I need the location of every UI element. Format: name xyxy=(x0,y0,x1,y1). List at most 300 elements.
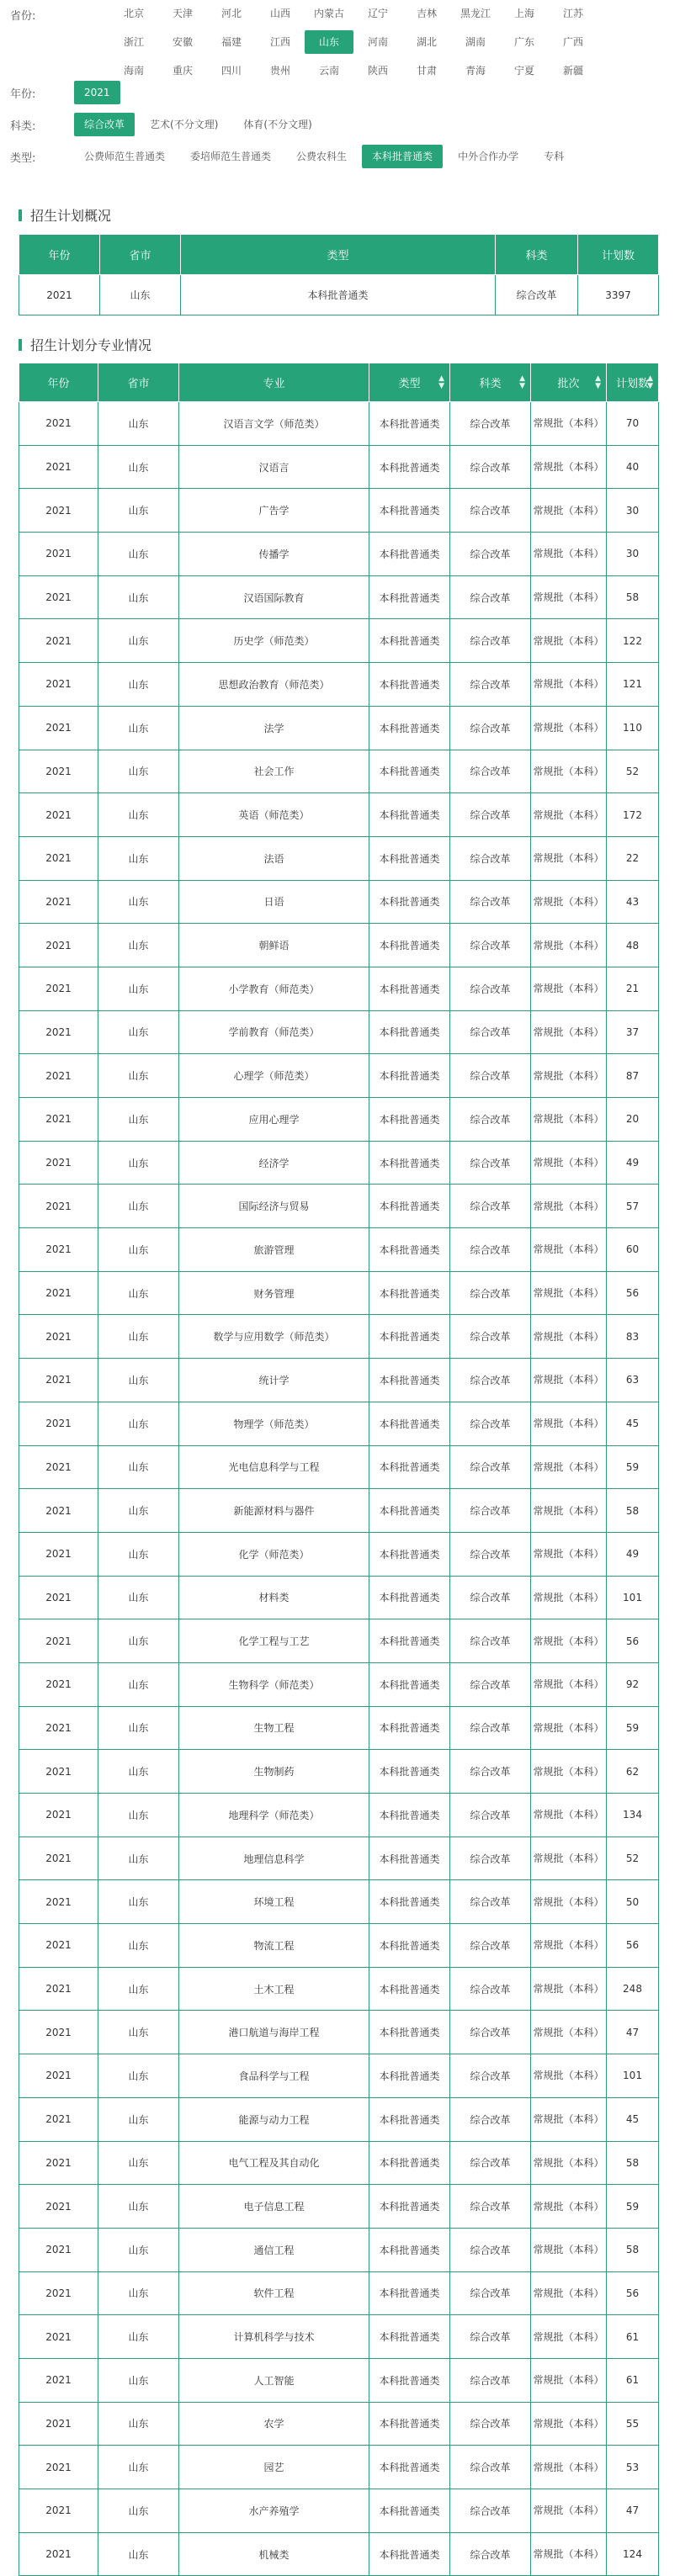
province-option[interactable]: 上海 xyxy=(513,8,534,19)
province-option[interactable]: 吉林 xyxy=(416,8,437,19)
province-cell: 山东 xyxy=(98,2141,179,2185)
detail-column-header: 年份 xyxy=(19,363,98,402)
type-option[interactable]: 本科批普通类 xyxy=(362,145,443,168)
major-cell: 物流工程 xyxy=(179,1924,369,1968)
type-cell: 本科批普通类 xyxy=(369,1489,450,1533)
province-cell: 山东 xyxy=(98,2271,179,2315)
major-cell: 应用心理学 xyxy=(179,1098,369,1142)
count-cell: 87 xyxy=(607,1054,659,1098)
type-cell: 本科批普通类 xyxy=(369,1794,450,1837)
table-row xyxy=(19,1794,659,1837)
detail-column-header: 专业 xyxy=(179,363,369,402)
overview-row xyxy=(19,275,659,315)
year-cell: 2021 xyxy=(19,967,98,1010)
year-cell: 2021 xyxy=(19,663,98,707)
province-cell: 山东 xyxy=(98,1794,179,1837)
count-cell: 124 xyxy=(607,2532,659,2576)
count-cell: 22 xyxy=(607,836,659,880)
batch-cell: 常规批（本科） xyxy=(531,489,607,533)
province-cell: 山东 xyxy=(98,836,179,880)
year-cell: 2021 xyxy=(19,1098,98,1142)
category-cell: 综合改革 xyxy=(450,1271,531,1315)
batch-cell: 常规批（本科） xyxy=(531,1445,607,1489)
category-cell: 综合改革 xyxy=(450,793,531,837)
count-cell: 101 xyxy=(607,2054,659,2098)
type-cell: 本科批普通类 xyxy=(369,2097,450,2141)
heading-marker xyxy=(19,339,22,351)
category-cell: 综合改革 xyxy=(450,489,531,533)
table-row xyxy=(19,1228,659,1272)
table-row xyxy=(19,1967,659,2011)
province-option[interactable]: 江苏 xyxy=(562,8,583,19)
type-cell: 本科批普通类 xyxy=(369,1315,450,1359)
type-cell: 本科批普通类 xyxy=(369,1750,450,1794)
province-cell: 山东 xyxy=(98,1662,179,1706)
type-cell: 本科批普通类 xyxy=(369,2402,450,2446)
province-cell: 山东 xyxy=(98,1750,179,1794)
province-cell: 山东 xyxy=(98,2011,179,2054)
category-cell: 综合改革 xyxy=(450,2228,531,2271)
type-cell: 本科批普通类 xyxy=(369,1706,450,1750)
province-cell: 山东 xyxy=(98,2228,179,2271)
table-row xyxy=(19,1315,659,1359)
category-cell: 综合改革 xyxy=(450,706,531,750)
province-cell: 山东 xyxy=(98,663,179,707)
batch-cell: 常规批（本科） xyxy=(531,445,607,489)
major-cell: 生物工程 xyxy=(179,1706,369,1750)
province-cell: 山东 xyxy=(98,2315,179,2359)
province-option[interactable]: 重庆 xyxy=(172,65,193,77)
major-cell: 土木工程 xyxy=(179,1967,369,2011)
table-row xyxy=(19,1445,659,1489)
category-cell: 综合改革 xyxy=(450,1315,531,1359)
type-option[interactable]: 专科 xyxy=(544,151,565,162)
province-option[interactable]: 河南 xyxy=(367,36,388,48)
batch-cell: 常规批（本科） xyxy=(531,1794,607,1837)
province-option[interactable]: 四川 xyxy=(220,65,242,77)
batch-cell: 常规批（本科） xyxy=(531,1924,607,1968)
sort-arrows-icon[interactable]: ▲ ▼ xyxy=(438,374,444,390)
overview-column-header: 类型 xyxy=(181,235,496,275)
major-cell: 数学与应用数学（师范类） xyxy=(179,1315,369,1359)
overview-column-header: 省市 xyxy=(100,235,181,275)
major-cell: 思想政治教育（师范类） xyxy=(179,663,369,707)
category-cell: 综合改革 xyxy=(450,1402,531,1445)
year-cell: 2021 xyxy=(19,750,98,793)
year-cell: 2021 xyxy=(19,2446,98,2489)
batch-cell: 常规批（本科） xyxy=(531,1359,607,1402)
major-cell: 生物制药 xyxy=(179,1750,369,1794)
count-cell: 40 xyxy=(607,445,659,489)
type-cell: 本科批普通类 xyxy=(369,2141,450,2185)
table-row xyxy=(19,2054,659,2098)
type-cell: 本科批普通类 xyxy=(369,2446,450,2489)
category-filter xyxy=(0,113,327,136)
batch-cell: 常规批（本科） xyxy=(531,402,607,446)
batch-cell: 常规批（本科） xyxy=(531,2271,607,2315)
province-option[interactable]: 北京 xyxy=(123,8,144,19)
type-cell: 本科批普通类 xyxy=(369,1445,450,1489)
year-cell: 2021 xyxy=(19,2532,98,2576)
province-cell: 山东 xyxy=(98,750,179,793)
province-cell: 山东 xyxy=(98,1315,179,1359)
overview-cell: 综合改革 xyxy=(496,275,578,315)
type-label: 类型: xyxy=(10,151,36,165)
category-option[interactable]: 艺术(不分文理) xyxy=(150,119,219,130)
major-cell: 朝鲜语 xyxy=(179,924,369,967)
table-row xyxy=(19,2315,659,2359)
detail-column-header[interactable]: 计划数 ▲ ▼ xyxy=(607,363,659,402)
batch-cell: 常规批（本科） xyxy=(531,793,607,837)
type-cell: 本科批普通类 xyxy=(369,1402,450,1445)
year-cell: 2021 xyxy=(19,2358,98,2402)
count-cell: 134 xyxy=(607,1794,659,1837)
category-cell: 综合改革 xyxy=(450,2054,531,2098)
province-option[interactable]: 山西 xyxy=(269,8,290,19)
province-option[interactable]: 广西 xyxy=(562,36,583,48)
batch-cell: 常规批（本科） xyxy=(531,2097,607,2141)
batch-cell: 常规批（本科） xyxy=(531,2228,607,2271)
year-cell: 2021 xyxy=(19,1662,98,1706)
major-cell: 水产养殖学 xyxy=(179,2489,369,2533)
year-option[interactable]: 2021 xyxy=(74,81,120,104)
count-cell: 122 xyxy=(607,619,659,663)
batch-cell: 常规批（本科） xyxy=(531,663,607,707)
year-cell: 2021 xyxy=(19,2185,98,2229)
province-option[interactable]: 河北 xyxy=(220,8,242,19)
province-cell: 山东 xyxy=(98,489,179,533)
province-cell: 山东 xyxy=(98,2532,179,2576)
table-row xyxy=(19,1010,659,1054)
province-option[interactable]: 湖南 xyxy=(465,36,486,48)
province-option[interactable]: 湖北 xyxy=(416,36,437,48)
type-option[interactable]: 中外合作办学 xyxy=(458,151,519,162)
table-row xyxy=(19,575,659,619)
category-cell: 综合改革 xyxy=(450,2358,531,2402)
province-cell: 山东 xyxy=(98,793,179,837)
province-option[interactable]: 安徽 xyxy=(172,36,193,48)
overview-header-row xyxy=(19,235,659,275)
table-row xyxy=(19,2141,659,2185)
count-cell: 43 xyxy=(607,880,659,924)
count-cell: 60 xyxy=(607,1228,659,1272)
table-row xyxy=(19,619,659,663)
category-cell: 综合改革 xyxy=(450,1489,531,1533)
major-cell: 电子信息工程 xyxy=(179,2185,369,2229)
province-option[interactable]: 山东 xyxy=(305,30,353,54)
batch-cell: 常规批（本科） xyxy=(531,1141,607,1185)
category-cell: 综合改革 xyxy=(450,2271,531,2315)
type-cell: 本科批普通类 xyxy=(369,1576,450,1619)
count-cell: 58 xyxy=(607,575,659,619)
type-filter xyxy=(0,145,579,168)
table-row xyxy=(19,2097,659,2141)
province-cell: 山东 xyxy=(98,2446,179,2489)
batch-cell: 常规批（本科） xyxy=(531,1271,607,1315)
province-cell: 山东 xyxy=(98,1141,179,1185)
province-cell: 山东 xyxy=(98,619,179,663)
province-option[interactable]: 浙江 xyxy=(123,36,144,48)
table-row xyxy=(19,1271,659,1315)
province-cell: 山东 xyxy=(98,2402,179,2446)
table-row xyxy=(19,2402,659,2446)
category-cell: 综合改革 xyxy=(450,2011,531,2054)
year-cell: 2021 xyxy=(19,1359,98,1402)
province-cell: 山东 xyxy=(98,2185,179,2229)
category-cell: 综合改革 xyxy=(450,836,531,880)
type-cell: 本科批普通类 xyxy=(369,2011,450,2054)
province-cell: 山东 xyxy=(98,1054,179,1098)
category-cell: 综合改革 xyxy=(450,402,531,446)
table-row xyxy=(19,924,659,967)
province-option[interactable]: 甘肃 xyxy=(416,65,437,77)
major-cell: 人工智能 xyxy=(179,2358,369,2402)
type-cell: 本科批普通类 xyxy=(369,619,450,663)
year-cell: 2021 xyxy=(19,924,98,967)
province-option[interactable]: 新疆 xyxy=(562,65,583,77)
batch-cell: 常规批（本科） xyxy=(531,1967,607,2011)
type-cell: 本科批普通类 xyxy=(369,1185,450,1228)
detail-column-header[interactable]: 类型 ▲ ▼ xyxy=(369,363,450,402)
batch-cell: 常规批（本科） xyxy=(531,1489,607,1533)
province-option[interactable]: 内蒙古 xyxy=(313,8,344,19)
year-cell: 2021 xyxy=(19,1706,98,1750)
year-cell: 2021 xyxy=(19,1532,98,1576)
province-row-3 xyxy=(109,59,598,82)
category-cell: 综合改革 xyxy=(450,924,531,967)
table-row xyxy=(19,1750,659,1794)
major-cell: 光电信息科学与工程 xyxy=(179,1445,369,1489)
category-option[interactable]: 综合改革 xyxy=(74,113,135,136)
table-row xyxy=(19,1359,659,1402)
batch-cell: 常规批（本科） xyxy=(531,1228,607,1272)
year-cell: 2021 xyxy=(19,2271,98,2315)
category-cell: 综合改革 xyxy=(450,1924,531,1968)
province-cell: 山东 xyxy=(98,1489,179,1533)
year-filter xyxy=(0,81,125,104)
province-option[interactable]: 江西 xyxy=(269,36,290,48)
type-cell: 本科批普通类 xyxy=(369,1054,450,1098)
category-cell: 综合改革 xyxy=(450,1359,531,1402)
category-cell: 综合改革 xyxy=(450,1837,531,1880)
category-options xyxy=(74,113,327,136)
category-cell: 综合改革 xyxy=(450,1662,531,1706)
batch-cell: 常规批（本科） xyxy=(531,2358,607,2402)
count-cell: 56 xyxy=(607,1924,659,1968)
detail-table xyxy=(19,363,659,2576)
detail-body xyxy=(19,402,659,2576)
major-cell: 机械类 xyxy=(179,2532,369,2576)
type-cell: 本科批普通类 xyxy=(369,1532,450,1576)
count-cell: 47 xyxy=(607,2011,659,2054)
count-cell: 37 xyxy=(607,1010,659,1054)
category-option[interactable]: 体育(不分文理) xyxy=(243,119,312,130)
type-cell: 本科批普通类 xyxy=(369,2185,450,2229)
overview-cell: 3397 xyxy=(578,275,659,315)
count-cell: 56 xyxy=(607,2271,659,2315)
year-cell: 2021 xyxy=(19,489,98,533)
batch-cell: 常规批（本科） xyxy=(531,1619,607,1663)
province-option[interactable]: 黑龙江 xyxy=(460,8,491,19)
category-cell: 综合改革 xyxy=(450,1445,531,1489)
category-cell: 综合改革 xyxy=(450,619,531,663)
year-cell: 2021 xyxy=(19,1315,98,1359)
detail-header-row xyxy=(19,363,659,402)
province-option[interactable]: 陕西 xyxy=(367,65,388,77)
major-cell: 汉语言文学（师范类） xyxy=(179,402,369,446)
overview-cell: 2021 xyxy=(19,275,100,315)
batch-cell: 常规批（本科） xyxy=(531,619,607,663)
year-cell: 2021 xyxy=(19,1489,98,1533)
major-cell: 新能源材料与器件 xyxy=(179,1489,369,1533)
table-row xyxy=(19,1662,659,1706)
count-cell: 63 xyxy=(607,1359,659,1402)
major-cell: 港口航道与海岸工程 xyxy=(179,2011,369,2054)
year-cell: 2021 xyxy=(19,2489,98,2533)
year-cell: 2021 xyxy=(19,1794,98,1837)
count-cell: 58 xyxy=(607,1489,659,1533)
type-cell: 本科批普通类 xyxy=(369,2315,450,2359)
overview-table xyxy=(19,234,659,315)
major-cell: 历史学（师范类） xyxy=(179,619,369,663)
major-cell: 社会工作 xyxy=(179,750,369,793)
major-cell: 环境工程 xyxy=(179,1880,369,1924)
table-row xyxy=(19,750,659,793)
detail-title: 招生计划分专业情况 xyxy=(30,337,152,353)
province-cell: 山东 xyxy=(98,1359,179,1402)
type-cell: 本科批普通类 xyxy=(369,1098,450,1142)
type-cell: 本科批普通类 xyxy=(369,1837,450,1880)
type-cell: 本科批普通类 xyxy=(369,533,450,576)
province-option[interactable]: 贵州 xyxy=(269,65,290,77)
type-cell: 本科批普通类 xyxy=(369,1271,450,1315)
batch-cell: 常规批（本科） xyxy=(531,1054,607,1098)
type-cell: 本科批普通类 xyxy=(369,2532,450,2576)
batch-cell: 常规批（本科） xyxy=(531,836,607,880)
province-cell: 山东 xyxy=(98,2097,179,2141)
category-cell: 综合改革 xyxy=(450,1228,531,1272)
province-cell: 山东 xyxy=(98,1185,179,1228)
province-option[interactable]: 青海 xyxy=(465,65,486,77)
major-cell: 能源与动力工程 xyxy=(179,2097,369,2141)
category-cell: 综合改革 xyxy=(450,1185,531,1228)
type-option[interactable]: 公费师范生普通类 xyxy=(84,151,166,162)
type-cell: 本科批普通类 xyxy=(369,793,450,837)
major-cell: 材料类 xyxy=(179,1576,369,1619)
table-row xyxy=(19,1619,659,1663)
count-cell: 101 xyxy=(607,1576,659,1619)
sort-arrows-icon[interactable]: ▲ ▼ xyxy=(519,374,525,390)
province-cell: 山东 xyxy=(98,575,179,619)
type-cell: 本科批普通类 xyxy=(369,1228,450,1272)
province-option[interactable]: 海南 xyxy=(123,65,144,77)
category-cell: 综合改革 xyxy=(450,2141,531,2185)
province-cell: 山东 xyxy=(98,1098,179,1142)
overview-heading xyxy=(19,205,111,225)
count-cell: 49 xyxy=(607,1141,659,1185)
type-cell: 本科批普通类 xyxy=(369,2271,450,2315)
province-option[interactable]: 福建 xyxy=(220,36,242,48)
province-cell: 山东 xyxy=(98,1228,179,1272)
type-cell: 本科批普通类 xyxy=(369,1359,450,1402)
province-option[interactable]: 宁夏 xyxy=(513,65,534,77)
category-cell: 综合改革 xyxy=(450,2489,531,2533)
category-cell: 综合改革 xyxy=(450,445,531,489)
type-cell: 本科批普通类 xyxy=(369,924,450,967)
year-cell: 2021 xyxy=(19,1880,98,1924)
count-cell: 55 xyxy=(607,2402,659,2446)
type-cell: 本科批普通类 xyxy=(369,445,450,489)
province-cell: 山东 xyxy=(98,402,179,446)
category-label: 科类: xyxy=(10,119,36,133)
batch-cell: 常规批（本科） xyxy=(531,967,607,1010)
province-row-1 xyxy=(109,2,598,25)
table-row xyxy=(19,880,659,924)
major-cell: 汉语国际教育 xyxy=(179,575,369,619)
overview-column-header: 科类 xyxy=(496,235,578,275)
province-cell: 山东 xyxy=(98,1706,179,1750)
overview-title: 招生计划概况 xyxy=(30,208,112,224)
count-cell: 30 xyxy=(607,533,659,576)
sort-arrows-icon[interactable]: ▲ ▼ xyxy=(595,374,601,390)
batch-cell: 常规批（本科） xyxy=(531,2054,607,2098)
type-cell: 本科批普通类 xyxy=(369,2228,450,2271)
major-cell: 汉语言 xyxy=(179,445,369,489)
table-row xyxy=(19,1402,659,1445)
province-option[interactable]: 广东 xyxy=(513,36,534,48)
province-cell: 山东 xyxy=(98,2358,179,2402)
category-cell: 综合改革 xyxy=(450,1141,531,1185)
detail-column-header[interactable]: 批次 ▲ ▼ xyxy=(531,363,607,402)
count-cell: 48 xyxy=(607,924,659,967)
table-row xyxy=(19,793,659,837)
category-cell: 综合改革 xyxy=(450,2532,531,2576)
province-row-2 xyxy=(109,30,598,54)
year-cell: 2021 xyxy=(19,2054,98,2098)
sort-arrows-icon[interactable]: ▲ ▼ xyxy=(647,374,653,390)
type-option[interactable]: 公费农科生 xyxy=(296,151,348,162)
category-cell: 综合改革 xyxy=(450,2446,531,2489)
batch-cell: 常规批（本科） xyxy=(531,1750,607,1794)
type-cell: 本科批普通类 xyxy=(369,1924,450,1968)
count-cell: 83 xyxy=(607,1315,659,1359)
major-cell: 食品科学与工程 xyxy=(179,2054,369,2098)
category-cell: 综合改革 xyxy=(450,1010,531,1054)
batch-cell: 常规批（本科） xyxy=(531,1837,607,1880)
province-option[interactable]: 天津 xyxy=(172,8,193,19)
category-cell: 综合改革 xyxy=(450,533,531,576)
year-options xyxy=(74,81,125,104)
year-cell: 2021 xyxy=(19,533,98,576)
type-cell: 本科批普通类 xyxy=(369,967,450,1010)
major-cell: 生物科学（师范类） xyxy=(179,1662,369,1706)
table-row xyxy=(19,489,659,533)
detail-column-header[interactable]: 科类 ▲ ▼ xyxy=(450,363,531,402)
year-cell: 2021 xyxy=(19,1750,98,1794)
category-cell: 综合改革 xyxy=(450,1054,531,1098)
table-row xyxy=(19,2446,659,2489)
province-option[interactable]: 辽宁 xyxy=(367,8,388,19)
province-option[interactable]: 云南 xyxy=(318,65,339,77)
batch-cell: 常规批（本科） xyxy=(531,1010,607,1054)
type-cell: 本科批普通类 xyxy=(369,706,450,750)
type-option[interactable]: 委培师范生普通类 xyxy=(190,151,272,162)
category-cell: 综合改革 xyxy=(450,1967,531,2011)
batch-cell: 常规批（本科） xyxy=(531,1402,607,1445)
type-cell: 本科批普通类 xyxy=(369,1010,450,1054)
province-filter xyxy=(0,2,598,82)
table-row xyxy=(19,2228,659,2271)
